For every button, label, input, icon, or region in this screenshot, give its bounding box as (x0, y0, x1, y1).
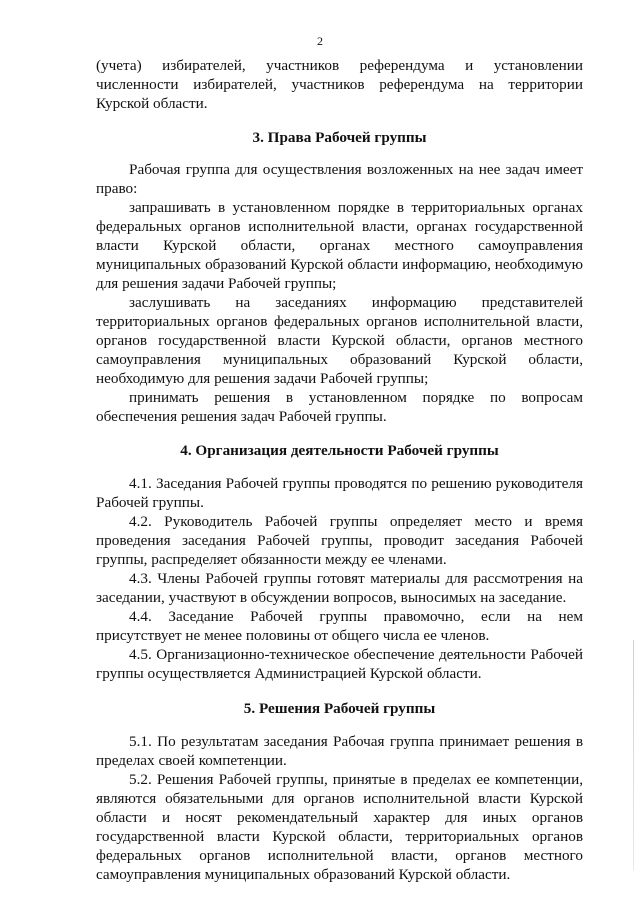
section-3-lead: Рабочая группа для осуществления возложенных на нее задач имеет право: (96, 161, 583, 197)
section-3-item-1: запрашивать в установленном порядке в территориальных органах федеральных органов исполнительной власти, органах государственной власти Курской области, органах местного самоуправления муниципальных образований Курской области информацию, необходимую для решения задачи Рабочей группы; (96, 199, 583, 292)
section-3-item-2: заслушивать на заседаниях информацию представителей территориальных органов федеральных органов исполнительной власти, органов государственной власти Курской области, органов местного самоуправления муниципальных образований Курской области, необходимую для решения задачи Рабочей группы; (96, 294, 583, 387)
section-5-item-1: 5.1. По результатам заседания Рабочая группа принимает решения в пределах своей компетенции. (96, 733, 583, 769)
section-4-heading: 4. Организация деятельности Рабочей группы (180, 442, 499, 459)
scan-edge-mark (633, 640, 634, 870)
intro-paragraph: (учета) избирателей, участников референдума и установлении численности избирателей, участников референдума на территории Курской области. (96, 57, 583, 112)
page-number: 2 (317, 34, 323, 48)
section-5-item-2: 5.2. Решения Рабочей группы, принятые в пределах ее компетенции, являются обязательными для органов исполнительной власти Курской области и носят рекомендательный характер для иных органов государственной власти Курской области, территориальных органов федеральных органов исполнительной власти, органов местного самоуправления муниципальных образований Курской области. (96, 771, 583, 883)
section-4-item-4: 4.4. Заседание Рабочей группы правомочно, если на нем присутствует не менее половины от общего числа ее членов. (96, 608, 583, 644)
section-4-item-1: 4.1. Заседания Рабочей группы проводятся по решению руководителя Рабочей группы. (96, 475, 583, 511)
section-4-item-3: 4.3. Члены Рабочей группы готовят материалы для рассмотрения на заседании, участвуют в обсуждении вопросов, выносимых на заседание. (96, 570, 583, 606)
section-3-heading: 3. Права Рабочей группы (252, 129, 427, 146)
section-4-item-5: 4.5. Организационно-техническое обеспечение деятельности Рабочей группы осуществляется Администрацией Курской области. (96, 646, 583, 682)
section-3-item-3: принимать решения в установленном порядке по вопросам обеспечения решения задач Рабочей группы. (96, 389, 583, 425)
section-5-heading: 5. Решения Рабочей группы (243, 700, 436, 717)
document-body (96, 56, 583, 884)
section-4-item-2: 4.2. Руководитель Рабочей группы определяет место и время проведения заседания Рабочей группы, проводит заседания Рабочей группы, распределяет обязанности между ее членами. (96, 513, 583, 568)
